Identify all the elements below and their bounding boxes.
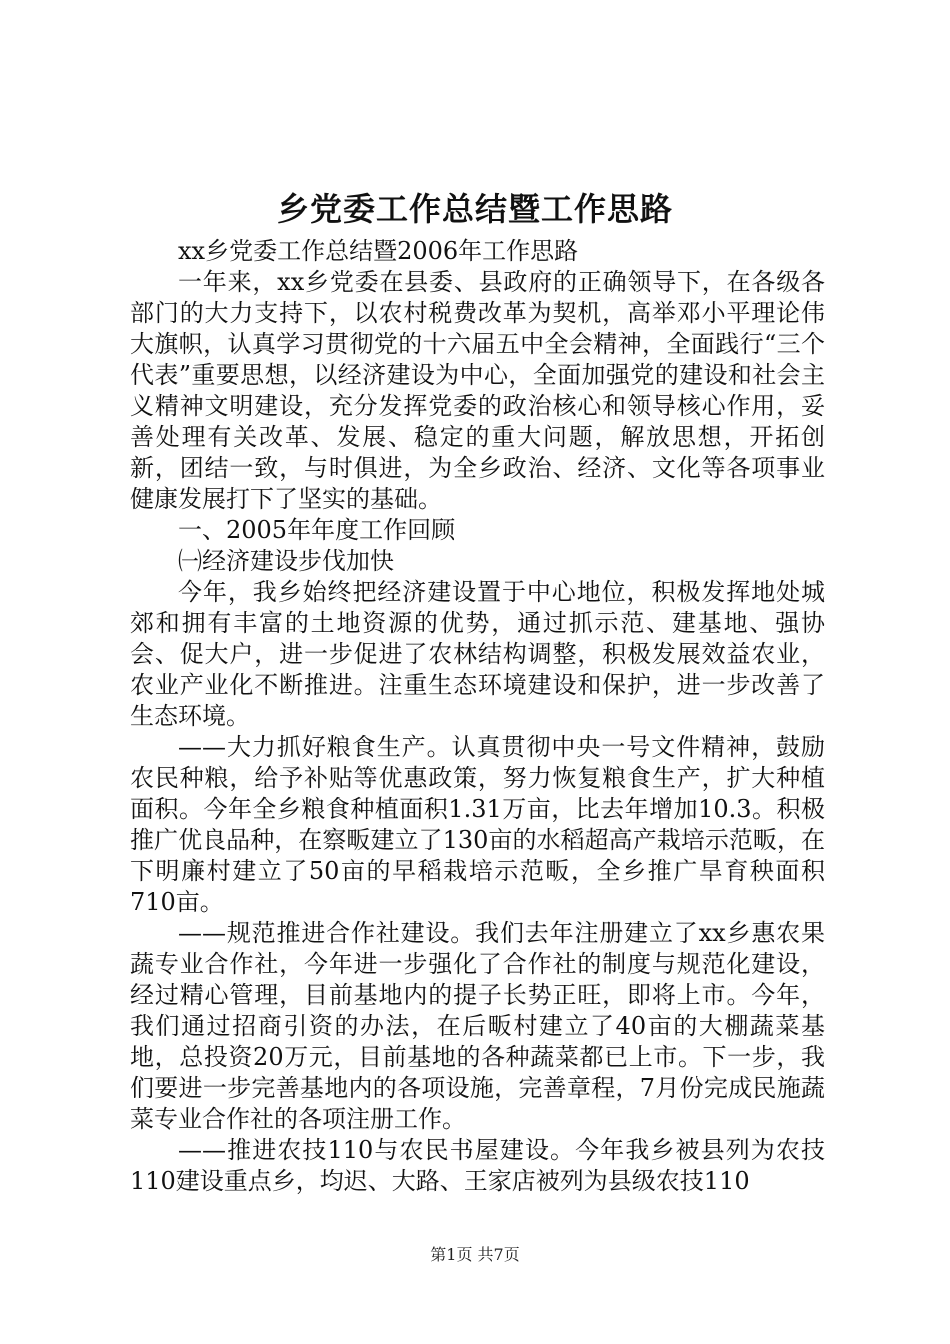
paragraph-grain: ——大力抓好粮食生产。认真贯彻中央一号文件精神，鼓励农民种粮，给予补贴等优惠政策，努力恢复粮食生产，扩大种植面积。今年全乡粮食种植面积1.31万亩，比去年增加10.3。积极推广优良品种，在察畈建立了130亩的水稻超高产栽培示范畈，在下明廉村建立了50亩的早稻栽培示范畈，全乡推广旱育秧面积710亩。	[130, 733, 825, 916]
section-heading-review: 一、2005年年度工作回顾	[178, 516, 456, 544]
paragraph-agritech: ——推进农技110与农民书屋建设。今年我乡被县列为农技110建设重点乡，均迟、大路、王家店被列为县级农技110	[130, 1136, 825, 1195]
subsection-heading-economy: ㈠经济建设步伐加快	[178, 547, 394, 575]
document-body	[130, 236, 825, 1197]
paragraph-cooperative: ——规范推进合作社建设。我们去年注册建立了xx乡惠农果蔬专业合作社，今年进一步强化了合作社的制度与规范化建设，经过精心管理，目前基地内的提子长势正旺，即将上市。今年，我们通过招商引资的办法，在后畈村建立了40亩的大棚蔬菜基地，总投资20万元，目前基地的各种蔬菜都已上市。下一步，我们要进一步完善基地内的各项设施，完善章程，7月份完成民施蔬菜专业合作社的各项注册工作。	[130, 919, 825, 1133]
paragraph-subtitle: xx乡党委工作总结暨2006年工作思路	[178, 237, 579, 265]
page-number: 第1页 共7页	[430, 1245, 520, 1264]
paragraph-economy: 今年，我乡始终把经济建设置于中心地位，积极发挥地处城郊和拥有丰富的土地资源的优势，通过抓示范、建基地、强协会、促大户，进一步促进了农林结构调整，积极发展效益农业，农业产业化不断推进。注重生态环境建设和保护，进一步改善了生态环境。	[130, 578, 825, 730]
document-title: 乡党委工作总结暨工作思路	[276, 190, 673, 228]
paragraph-intro: 一年来，xx乡党委在县委、县政府的正确领导下，在各级各部门的大力支持下，以农村税费改革为契机，高举邓小平理论伟大旗帜，认真学习贯彻党的十六届五中全会精神，全面践行“三个代表”重要思想，以经济建设为中心，全面加强党的建设和社会主义精神文明建设，充分发挥党委的政治核心和领导核心作用，妥善处理有关改革、发展、稳定的重大问题，解放思想，开拓创新，团结一致，与时俱进，为全乡政治、经济、文化等各项事业健康发展打下了坚实的基础。	[130, 268, 825, 513]
